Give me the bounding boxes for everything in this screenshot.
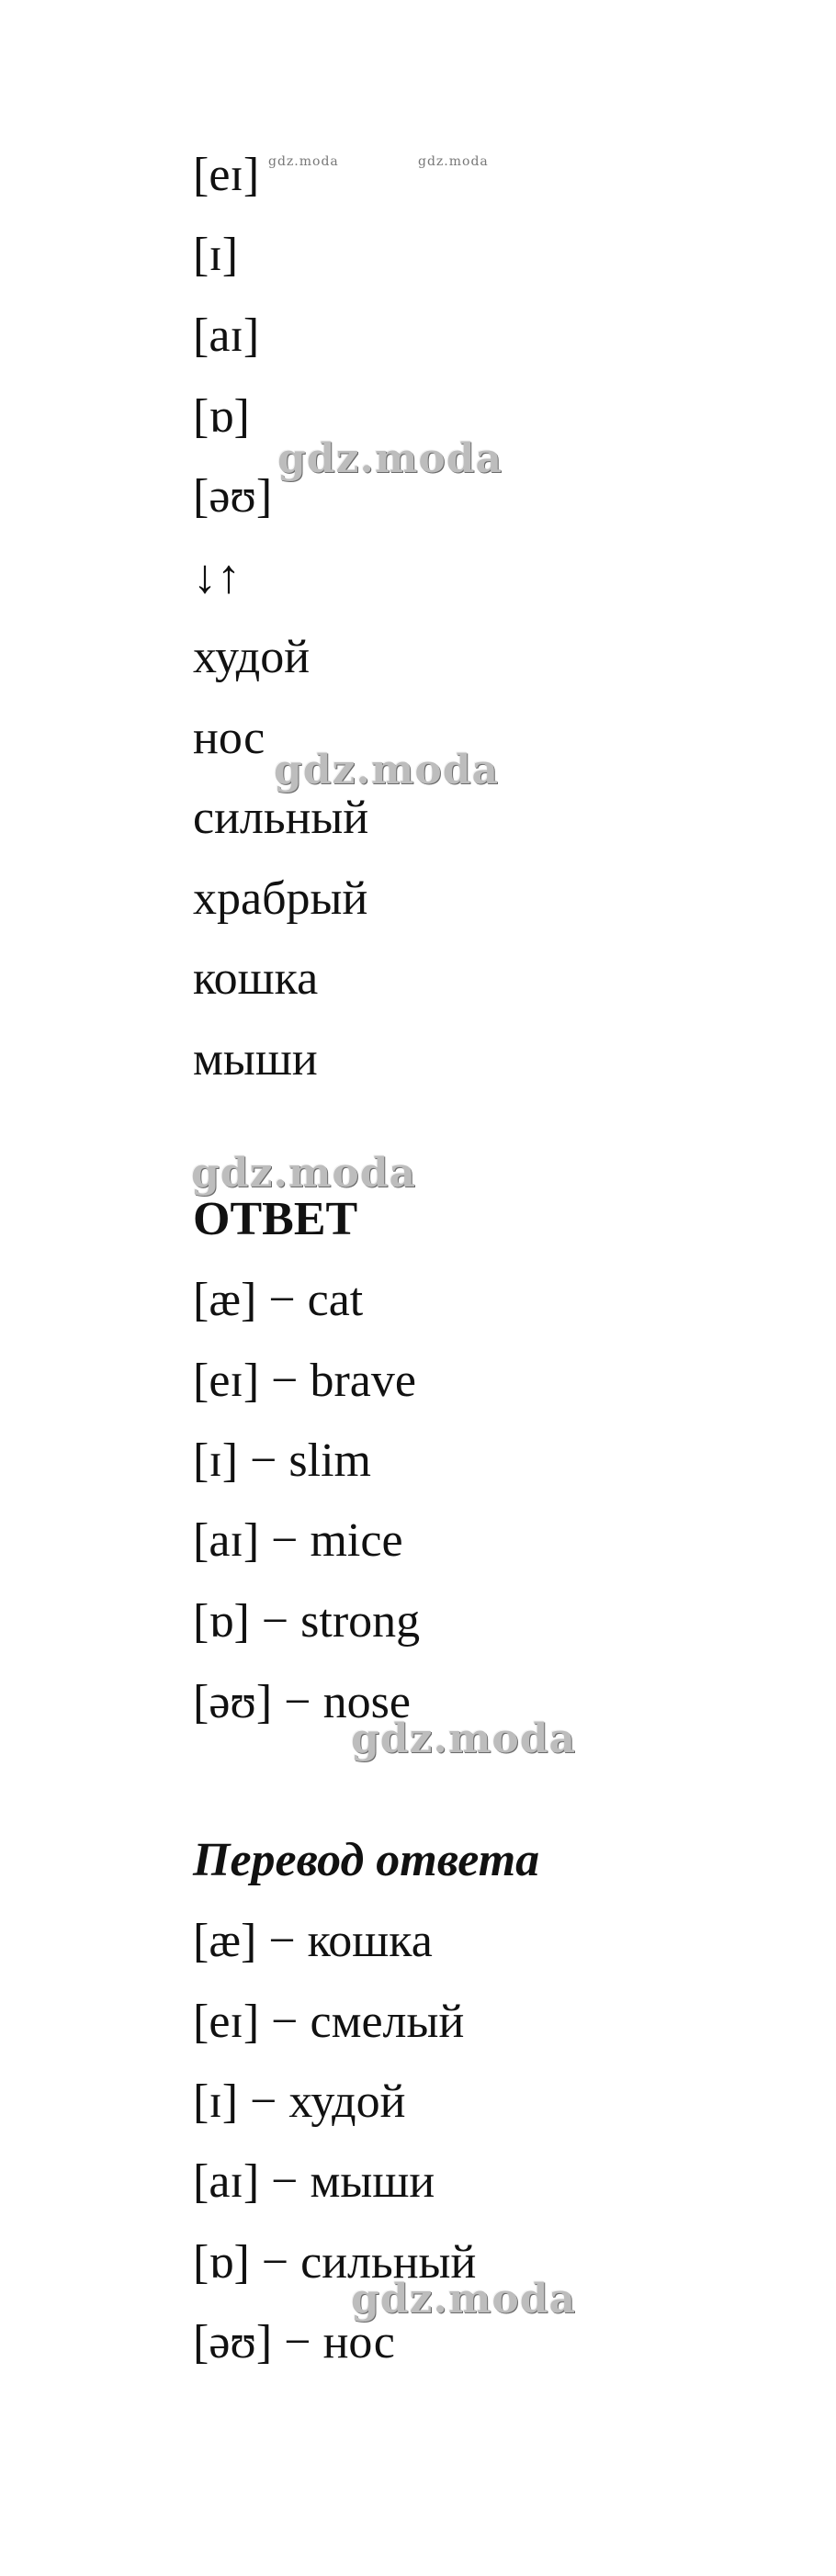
watermark: gdz.moda [274, 747, 500, 793]
task-line: мыши [193, 1033, 318, 1086]
answer-line: [əʊ] − nose [193, 1676, 411, 1728]
task-line: нос [193, 712, 265, 764]
translation-line: [əʊ] − нос [193, 2316, 395, 2368]
translation-line: [eɪ] − смелый [193, 1996, 465, 2048]
task-line: кошка [193, 952, 319, 1005]
answer-line: [ɪ] − slim [193, 1434, 371, 1487]
answer-line: [ɒ] − strong [193, 1595, 421, 1648]
watermark: gdz.moda [351, 2276, 577, 2323]
answer-line: [eɪ] − brave [193, 1355, 416, 1407]
task-line: [aɪ] [193, 309, 260, 362]
translation-line: [ɒ] − сильный [193, 2236, 477, 2289]
translation-line: [ɪ] − худой [193, 2075, 406, 2128]
answer-line: [aɪ] − mice [193, 1514, 403, 1567]
task-line: [eɪ] [193, 149, 260, 201]
watermark: gdz.moda [351, 1715, 577, 1762]
task-line: храбрый [193, 872, 368, 925]
translation-heading: Перевод ответа [193, 1834, 540, 1886]
task-line: худой [193, 631, 311, 683]
watermark: gdz.moda [191, 1150, 417, 1197]
task-line: [ɪ] [193, 229, 239, 281]
task-line: сильный [193, 792, 369, 844]
answer-heading: ОТВЕТ [193, 1193, 358, 1245]
watermark: gdz.moda [268, 154, 339, 169]
arrows-line: ↓↑ [193, 551, 241, 603]
task-line: [ɒ] [193, 390, 250, 443]
watermark: gdz.moda [277, 435, 503, 482]
task-line: [əʊ] [193, 470, 273, 523]
answer-line: [æ] − cat [193, 1274, 364, 1326]
translation-line: [aɪ] − мыши [193, 2155, 435, 2208]
watermark: gdz.moda [418, 154, 489, 169]
translation-line: [æ] − кошка [193, 1915, 433, 1967]
